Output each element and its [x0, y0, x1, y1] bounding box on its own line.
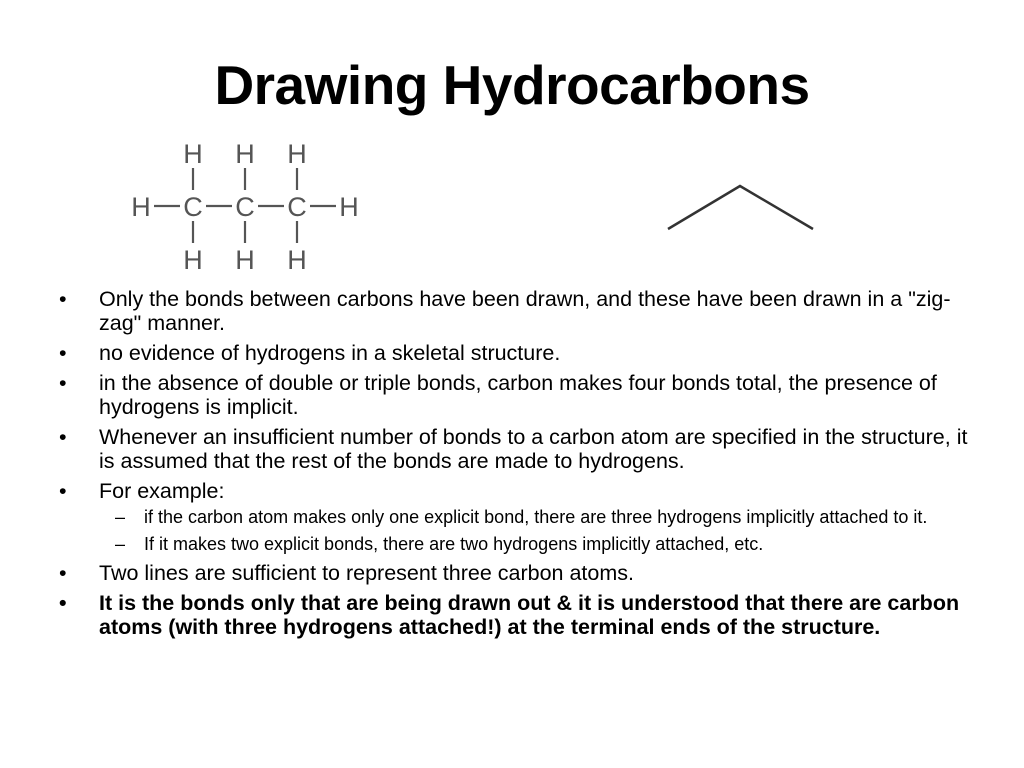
bullet-text: no evidence of hydrogens in a skeletal structure. — [99, 341, 561, 365]
atom-label: H — [339, 192, 359, 222]
bullet-text: Two lines are sufficient to represent three carbon atoms. — [99, 561, 634, 585]
slide-title: Drawing Hydrocarbons — [214, 54, 810, 116]
propane-structural-formula — [131, 139, 359, 275]
atom-label: C — [235, 192, 255, 222]
sub-bullet-text: If it makes two explicit bonds, there are two hydrogens implicitly attached, etc. — [144, 534, 764, 554]
structure-figures — [0, 0, 1024, 280]
bullet-item — [55, 479, 975, 555]
bullet-text: Only the bonds between carbons have been drawn, and these have been drawn in a "zig-zag" manner. — [99, 287, 951, 335]
atom-label: C — [287, 192, 307, 222]
bullet-text: It is the bonds only that are being drawn out & it is understood that there are carbon atoms (with three hydrogens attached!) at the terminal ends of the structure. — [99, 591, 960, 639]
bullet-item — [55, 371, 975, 419]
sub-bullet-item — [99, 507, 975, 528]
bullet-list — [55, 287, 975, 645]
atom-label: H — [183, 139, 203, 169]
atom-label: H — [131, 192, 151, 222]
bullet-item — [55, 341, 975, 365]
bullet-item — [55, 561, 975, 585]
bullet-text: Whenever an insufficient number of bonds to a carbon atom are specified in the structure, it is assumed that the rest of the bonds are made to hydrogens. — [99, 425, 968, 473]
atom-label: H — [183, 245, 203, 275]
bullet-text: For example: — [99, 479, 225, 503]
bullet-item — [55, 425, 975, 473]
bullet-text: in the absence of double or triple bonds, carbon makes four bonds total, the presence of hydrogens is implicit. — [99, 371, 937, 419]
atom-label: H — [235, 245, 255, 275]
atom-label: H — [287, 139, 307, 169]
sub-bullet-text: if the carbon atom makes only one explicit bond, there are three hydrogens implicitly attached to it. — [144, 507, 928, 527]
atom-label: C — [183, 192, 203, 222]
bullet-item-emphasis — [55, 591, 975, 639]
atom-label: H — [287, 245, 307, 275]
bullet-item — [55, 287, 975, 335]
atom-label: H — [235, 139, 255, 169]
propane-skeletal-structure — [668, 186, 813, 229]
sub-bullet-item — [99, 534, 975, 555]
sub-bullet-list — [99, 507, 975, 555]
